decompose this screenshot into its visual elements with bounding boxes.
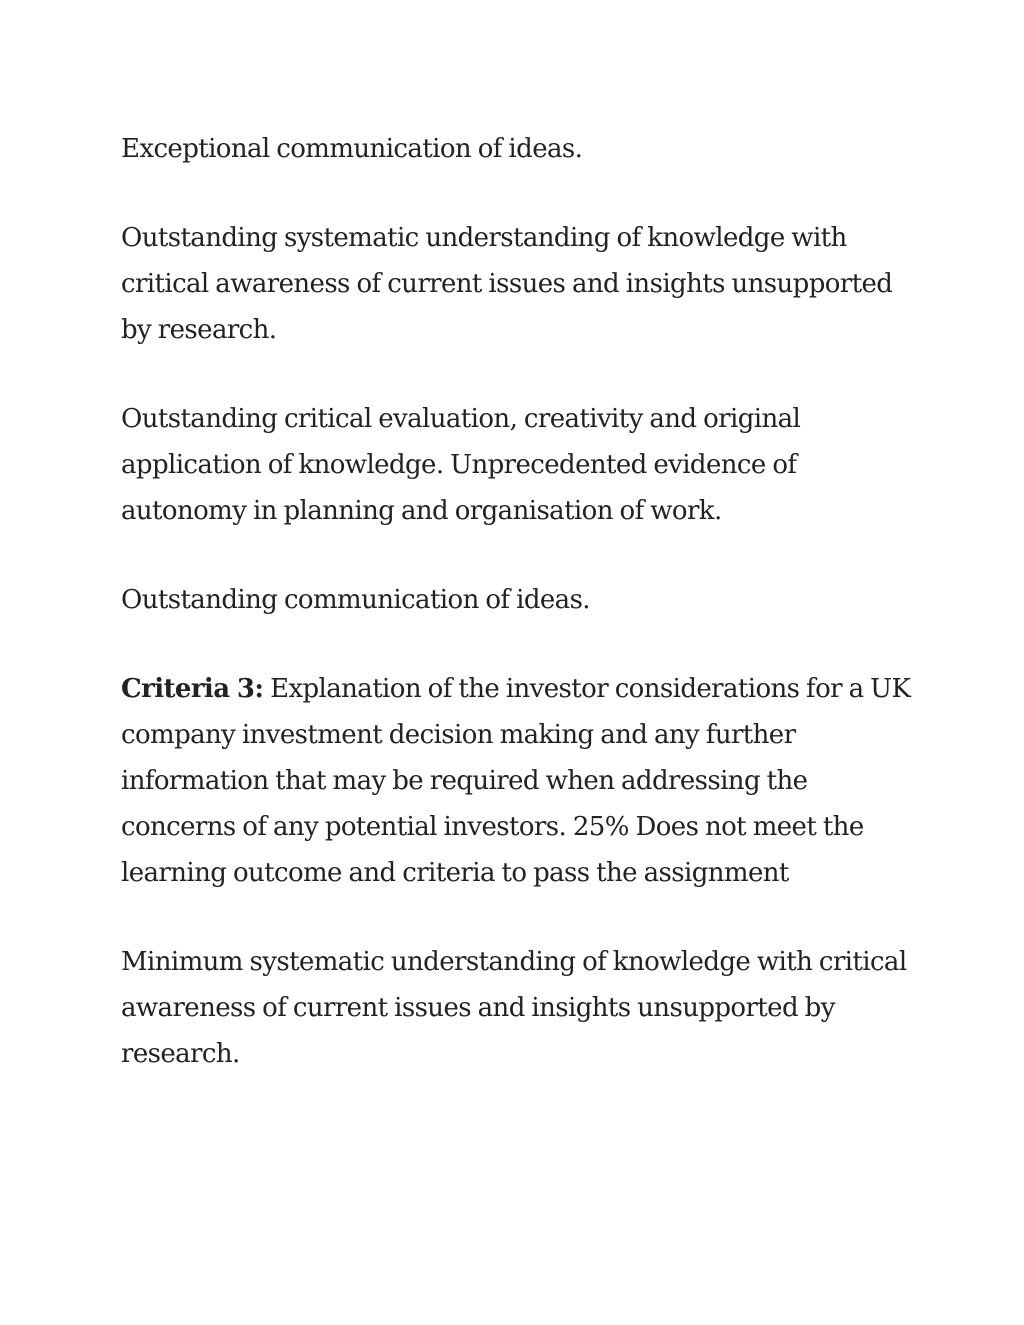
paragraph-exceptional-communication: Exceptional communication of ideas. [121,134,583,164]
criteria-3-label: Criteria 3: [121,674,264,704]
paragraph-minimum-understanding: Minimum systematic understanding of knowledge with critical awareness of current issues and insights unsupported by research. [121,947,907,1069]
document-page [121,126,921,1120]
paragraph-criteria-3 [121,666,921,896]
criteria-3-text: Explanation of the investor considerations for a UK company investment decision making and any further information that may be required when addressing the concerns of any potential investors. 25% Does not meet the learning outcome and criteria to pass the assignment [121,674,911,888]
paragraph-critical-evaluation: Outstanding critical evaluation, creativity and original application of knowledge. Unprecedented evidence of autonomy in planning and organisation of work. [121,404,801,526]
paragraph-outstanding-communication: Outstanding communication of ideas. [121,585,590,615]
paragraph-systematic-understanding: Outstanding systematic understanding of knowledge with critical awareness of current issues and insights unsupported by research. [121,223,893,345]
